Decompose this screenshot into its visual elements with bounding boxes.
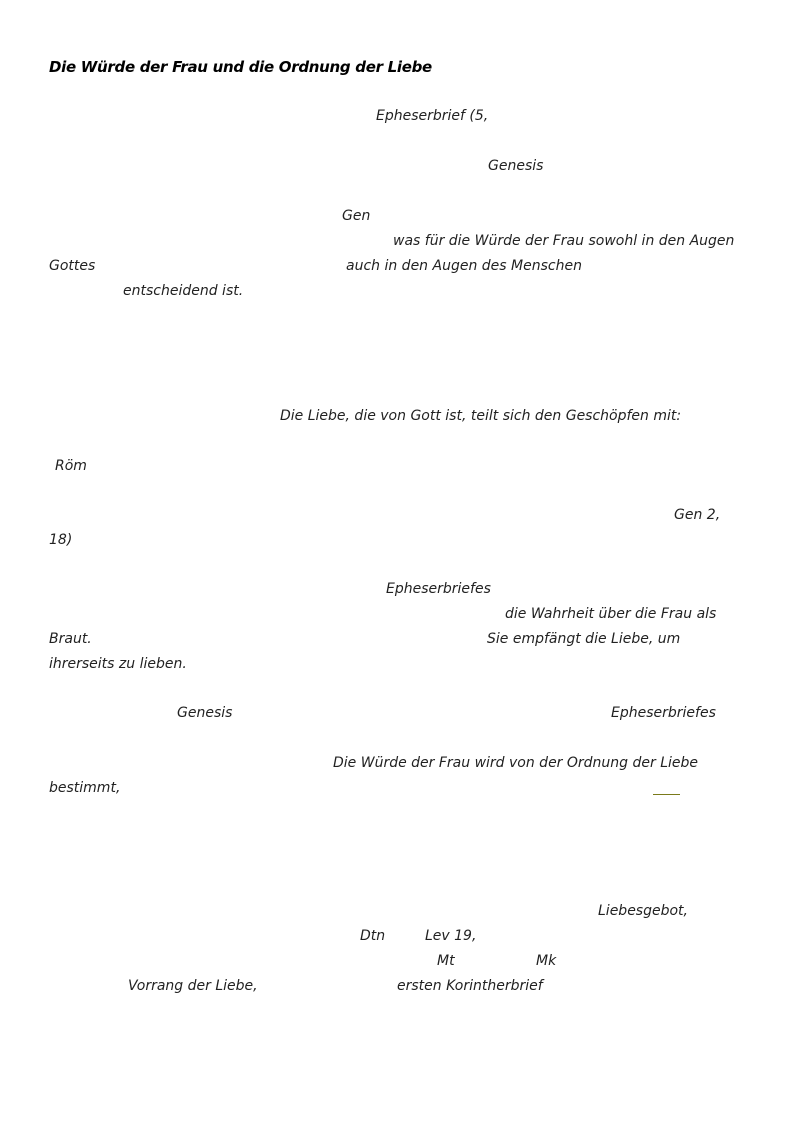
text-fragment-18: 18) [49, 532, 73, 548]
text-fragment-genesis: Genesis [488, 158, 544, 174]
text-fragment-braut: Braut. [49, 631, 92, 647]
text-fragment-epheserbriefes-2: Epheserbriefes [611, 705, 716, 721]
text-fragment-liebesgebot: Liebesgebot, [598, 903, 688, 919]
text-fragment-wahrheit-frau: die Wahrheit über die Frau als [505, 606, 717, 622]
text-fragment-wuerde-augen: was für die Würde der Frau sowohl in den Augen [393, 233, 735, 249]
text-fragment-wuerde-ordnung: Die Würde der Frau wird von der Ordnung der Liebe [333, 755, 699, 771]
text-fragment-mk: Mk [536, 953, 557, 969]
text-fragment-entscheidend: entscheidend ist. [123, 283, 244, 299]
underline-mark [653, 794, 680, 795]
text-fragment-epheserbriefes-1: Epheserbriefes [386, 581, 491, 597]
text-fragment-genesis-2: Genesis [177, 705, 233, 721]
text-fragment-ihrerseits: ihrerseits zu lieben. [49, 656, 187, 672]
text-fragment-mt: Mt [437, 953, 455, 969]
text-fragment-gen: Gen [342, 208, 371, 224]
text-fragment-lev-19: Lev 19, [425, 928, 477, 944]
text-fragment-augen-menschen: auch in den Augen des Menschen [346, 258, 582, 274]
text-fragment-dtn: Dtn [360, 928, 386, 944]
text-fragment-epheserbrief: Epheserbrief (5, [376, 108, 489, 124]
text-fragment-gottes: Gottes [49, 258, 96, 274]
text-fragment-gen-2: Gen 2, [674, 507, 721, 523]
text-fragment-vorrang-liebe: Vorrang der Liebe, [128, 978, 258, 994]
text-fragment-liebe-gott: Die Liebe, die von Gott ist, teilt sich den Geschöpfen mit: [280, 408, 682, 424]
text-fragment-korintherbrief: ersten Korintherbrief [397, 978, 543, 994]
text-fragment-roem: Röm [55, 458, 87, 474]
text-fragment-bestimmt: bestimmt, [49, 780, 121, 796]
document-title: Die Würde der Frau und die Ordnung der Liebe [49, 58, 432, 76]
text-fragment-empfaengt-liebe: Sie empfängt die Liebe, um [487, 631, 681, 647]
